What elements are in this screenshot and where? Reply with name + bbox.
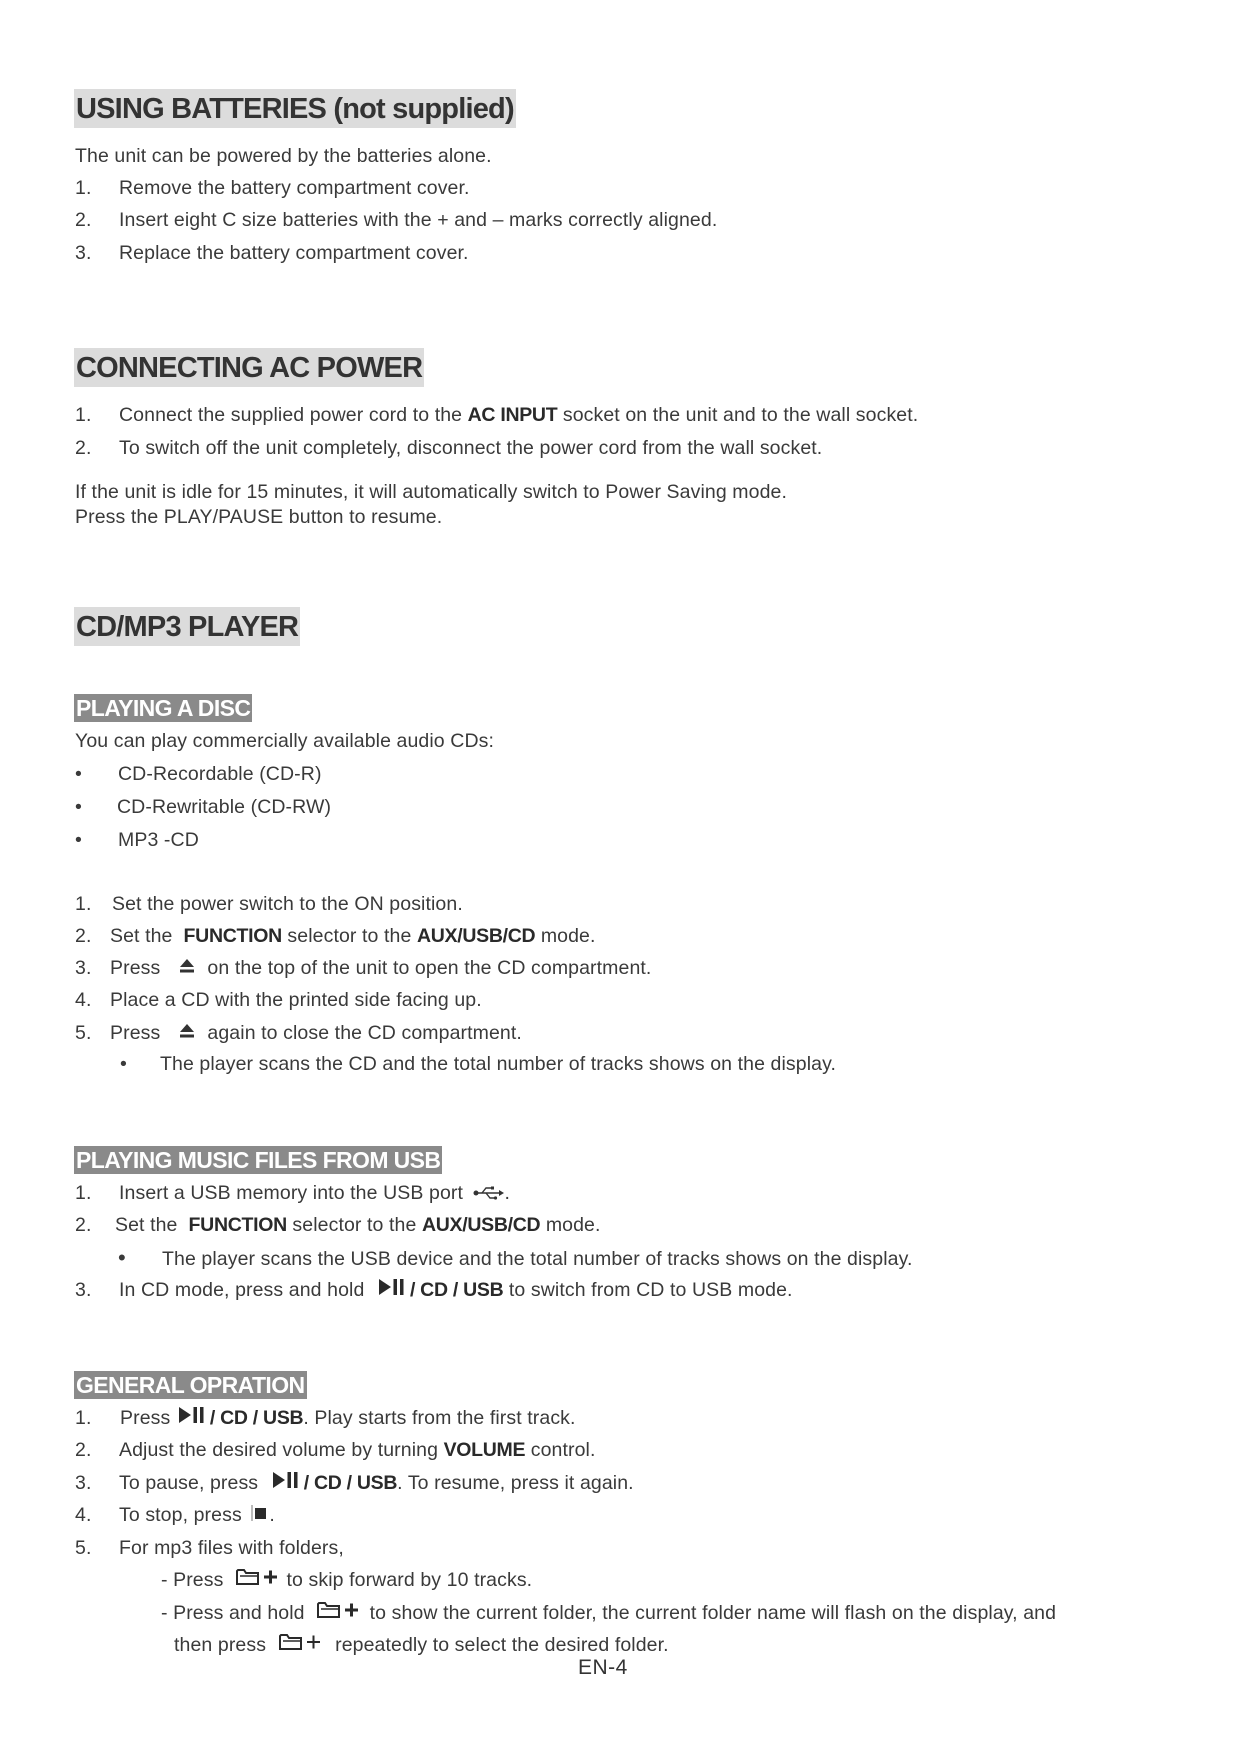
step-number: 3. <box>75 1279 92 1301</box>
section-title-cd-player: CD/MP3 PLAYER <box>74 607 300 646</box>
step-text: Press <box>110 1022 161 1044</box>
folder-plus-icon <box>235 1567 279 1594</box>
section-title-ac-power: CONNECTING AC POWER <box>74 348 424 387</box>
play-pause-icon <box>378 1277 406 1304</box>
list-item <box>75 207 717 233</box>
step-number: 2. <box>75 1439 92 1461</box>
list-item <box>75 1502 275 1529</box>
step-text: In CD mode, press and hold <box>119 1279 365 1301</box>
step-text: selector to the <box>287 925 412 947</box>
step-text: . <box>269 1504 275 1526</box>
cd-usb-label: / CD / USB <box>303 1472 398 1494</box>
sub-step-text: then press <box>174 1634 267 1656</box>
list-item <box>75 402 918 428</box>
list-item <box>75 1020 522 1047</box>
step-text: Remove the battery compartment cover. <box>119 177 470 199</box>
subsection-title-usb: PLAYING MUSIC FILES FROM USB <box>76 1147 441 1173</box>
list-item <box>75 240 469 266</box>
step-number: 5. <box>75 1022 92 1044</box>
list-item <box>161 1600 1056 1627</box>
aux-usb-cd-label: AUX/USB/CD <box>421 1214 541 1236</box>
volume-label: VOLUME <box>443 1439 526 1461</box>
aux-usb-cd-label: AUX/USB/CD <box>416 925 536 947</box>
step-text: For mp3 files with folders, <box>119 1537 344 1559</box>
sub-step-text: - Press <box>161 1569 224 1591</box>
function-label: FUNCTION <box>188 1214 287 1236</box>
sub-step-text: repeatedly to select the desired folder. <box>335 1634 669 1656</box>
playing-disc-intro: You can play commercially available audio CDs: <box>75 730 495 752</box>
step-text: mode. <box>545 1214 601 1236</box>
list-item <box>75 794 331 820</box>
page-number: EN-4 <box>578 1656 628 1679</box>
step-text: to switch from CD to USB mode. <box>508 1279 793 1301</box>
eject-icon <box>178 1021 196 1047</box>
list-item <box>118 1245 913 1272</box>
folder-plus-icon <box>316 1600 360 1627</box>
step-number: 1. <box>75 1182 92 1204</box>
bullet: • <box>120 1053 127 1075</box>
function-label: FUNCTION <box>183 925 282 947</box>
list-item <box>75 987 482 1013</box>
batteries-intro: The unit can be powered by the batteries alone. <box>75 145 492 167</box>
eject-icon <box>178 956 196 982</box>
step-text: Set the <box>110 925 173 947</box>
sub-step-text: to skip forward by 10 tracks. <box>286 1569 533 1591</box>
step-text: mode. <box>540 925 596 947</box>
bullet: • <box>75 763 82 785</box>
list-item <box>75 1277 793 1304</box>
cd-usb-label: / CD / USB <box>209 1407 304 1429</box>
list-item <box>75 1212 601 1238</box>
list-item <box>75 175 470 201</box>
step-text: Adjust the desired volume by turning <box>119 1439 439 1461</box>
bullet-text: CD-Rewritable (CD-RW) <box>117 796 332 818</box>
step-text: Place a CD with the printed side facing up. <box>110 989 482 1011</box>
step-number: 2. <box>75 925 92 947</box>
list-item <box>75 435 822 461</box>
step-number: 3. <box>75 1472 92 1494</box>
bullet: • <box>75 796 82 818</box>
step-text: socket on the unit and to the wall socket. <box>562 404 919 426</box>
play-pause-icon <box>272 1470 300 1497</box>
section-title-batteries: USING BATTERIES (not supplied) <box>74 89 516 128</box>
cd-usb-label: / CD / USB <box>409 1279 504 1301</box>
sub-step-text: to show the current folder, the current folder name will flash on the display, and <box>369 1602 1057 1624</box>
step-number: 2. <box>75 437 92 459</box>
step-text: Insert a USB memory into the USB port <box>119 1182 463 1204</box>
step-text: . Play starts from the first track. <box>303 1407 576 1429</box>
bullet-text: The player scans the USB device and the total number of tracks shows on the display. <box>162 1248 913 1270</box>
bullet: • <box>118 1245 126 1270</box>
step-number: 1. <box>75 177 92 199</box>
step-text: Set the <box>115 1214 178 1236</box>
step-text: Insert eight C size batteries with the + and – marks correctly aligned. <box>119 209 718 231</box>
step-number: 1. <box>75 1407 92 1429</box>
step-text: control. <box>530 1439 596 1461</box>
power-saving-note: If the unit is idle for 15 minutes, it will automatically switch to Power Saving mode. <box>75 481 787 503</box>
list-item <box>120 1051 836 1077</box>
list-item <box>75 923 596 949</box>
step-text: Replace the battery compartment cover. <box>119 242 469 264</box>
subsection-title-playing-disc: PLAYING A DISC <box>76 695 251 721</box>
step-text: . To resume, press it again. <box>397 1472 634 1494</box>
list-item <box>75 1535 344 1561</box>
step-text: To pause, press <box>119 1472 259 1494</box>
step-text: To switch off the unit completely, disconnect the power cord from the wall socket. <box>119 437 823 459</box>
list-item <box>75 955 651 982</box>
list-item <box>75 1405 576 1432</box>
step-text: again to close the CD compartment. <box>207 1022 522 1044</box>
list-item <box>75 891 463 917</box>
stop-icon <box>251 1503 269 1529</box>
resume-note: Press the PLAY/PAUSE button to resume. <box>75 506 443 528</box>
step-number: 1. <box>75 404 92 426</box>
list-item <box>75 761 322 787</box>
sub-step-text: - Press and hold <box>161 1602 305 1624</box>
list-item <box>75 1470 634 1497</box>
step-text: To stop, press <box>119 1504 242 1526</box>
bullet: • <box>75 829 82 851</box>
list-item <box>75 1437 595 1463</box>
folder-plus-icon <box>278 1632 322 1659</box>
step-text: selector to the <box>292 1214 417 1236</box>
step-number: 2. <box>75 209 92 231</box>
step-number: 2. <box>75 1214 92 1236</box>
list-item <box>75 827 199 853</box>
ac-input-label: AC INPUT <box>467 404 558 426</box>
usb-port-icon <box>473 1181 505 1207</box>
play-pause-icon <box>178 1405 206 1432</box>
step-number: 5. <box>75 1537 92 1559</box>
list-item <box>161 1567 532 1594</box>
step-number: 3. <box>75 242 92 264</box>
bullet-text: MP3 -CD <box>118 829 199 851</box>
step-number: 4. <box>75 1504 92 1526</box>
list-item <box>75 1180 510 1207</box>
bullet-text: The player scans the CD and the total number of tracks shows on the display. <box>160 1053 836 1075</box>
step-text: Press <box>110 957 161 979</box>
step-text: Connect the supplied power cord to the <box>119 404 463 426</box>
step-text: . <box>504 1182 511 1204</box>
step-text: Press <box>120 1407 171 1429</box>
bullet-text: CD-Recordable (CD-R) <box>118 763 322 785</box>
step-number: 4. <box>75 989 92 1011</box>
step-text: Set the power switch to the ON position. <box>112 893 463 915</box>
step-number: 3. <box>75 957 92 979</box>
step-text: on the top of the unit to open the CD compartment. <box>207 957 652 979</box>
subsection-title-general: GENERAL OPRATION <box>76 1372 305 1398</box>
step-number: 1. <box>75 893 92 915</box>
